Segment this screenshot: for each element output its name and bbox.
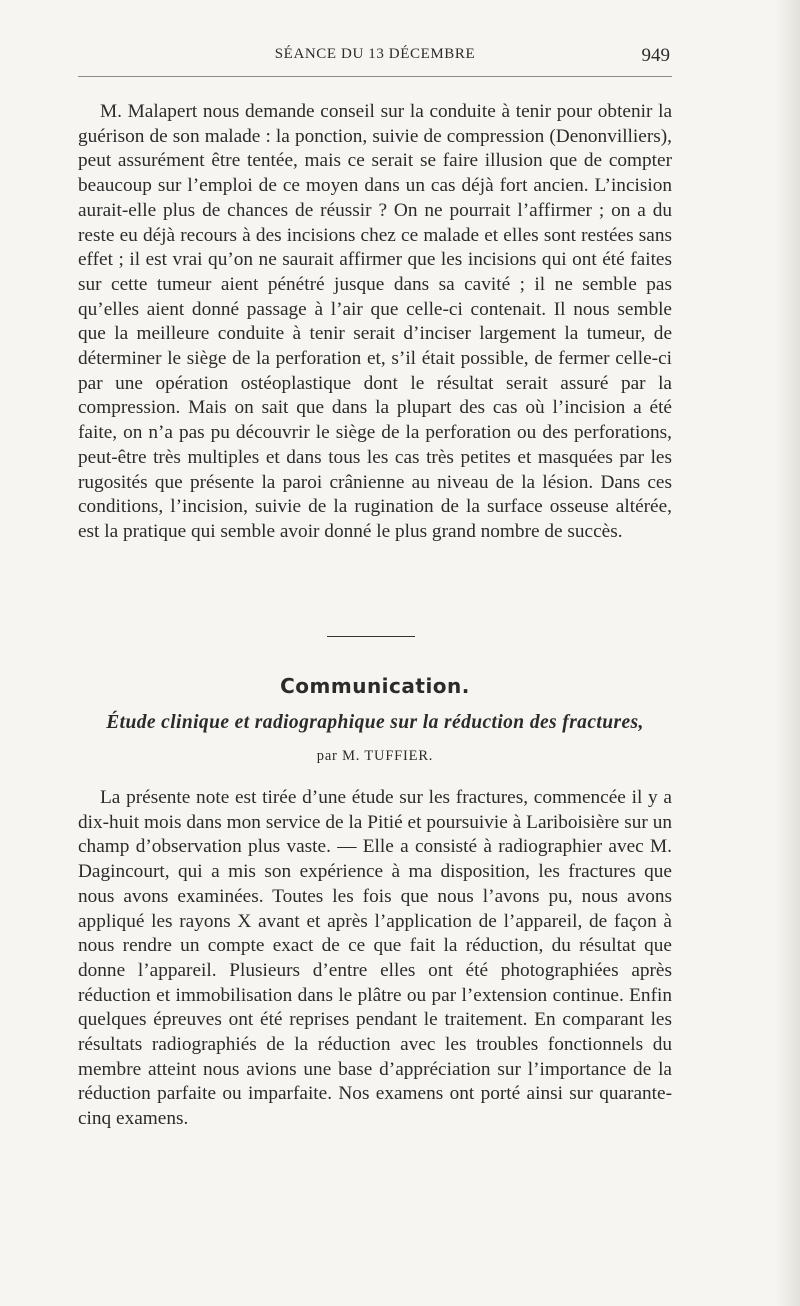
page-edge-shadow <box>776 0 800 1306</box>
section-divider <box>327 636 415 637</box>
running-head <box>78 46 672 70</box>
running-title: SÉANCE DU 13 DÉCEMBRE <box>274 46 476 62</box>
section-heading: Communication. <box>280 674 470 698</box>
book-page <box>78 0 672 1306</box>
body-paragraph: M. Malapert nous demande conseil sur la conduite à tenir pour obtenir la guérison de son malade : la ponction, suivie de compression (Denonvilliers), peut assurément être tentée, mais ce serait se faire illusion que de compter beaucoup sur l’emploi de ce moyen dans un cas déjà fort ancien. L’incision aurait-elle plus de chances de réussir ? On ne pourrait l’affirmer ; on a du reste eu déjà recours à des incisions chez ce malade et elles sont restées sans effet ; il est vrai qu’on ne saurait affirmer que les incisions qui ont été faites sur cette tumeur aient pénétré jusque dans sa cavité ; il ne semble pas qu’elles aient donné passage à l’air que celle-ci contenait. Il nous semble que la meilleure conduite à tenir serait d’inciser largement la tumeur, de déterminer le siège de la perforation et, s’il était possible, de fermer celle-ci par une opération ostéoplastique dont le résultat serait assuré par la compression. Mais on sait que dans la plupart des cas où l’incision a été faite, on n’a pas pu découvrir le siège de la perforation ou des perforations, peut-être très multiples et dans tous les cas très petites et masquées par les rugosités que présente la paroi crânienne au niveau de la lésion. Dans ces conditions, l’incision, suivie de la rugination de la surface osseuse altérée, est la pratique qui semble avoir donné le plus grand nombre de succès. <box>78 101 672 542</box>
article-title: Étude clinique et radiographique sur la réduction des fractures, <box>106 712 644 733</box>
page-number: 949 <box>641 45 670 66</box>
section-paragraph: La présente note est tirée d’une étude sur les fractures, commencée il y a dix-huit mois dans mon service de la Pitié et poursuivie à Lariboisière sur un champ d’observation plus vaste. — Elle a consisté à radiographier avec M. Dagincourt, qui a mis son expérience à ma disposition, les fractures que nous avons examinées. Toutes les fois que nous l’avons pu, nous avons appliqué les rayons X avant et après l’application de l’appareil, de façon à nous rendre un compte exact de ce que fait la réduction, du résultat que donne l’appareil. Plusieurs d’entre elles ont été photographiées après réduction et immobilisation dans le plâtre ou par l’extension continue. Enfin quelques épreuves ont été reprises pendant le traitement. En comparant les résultats radiographiés de la réduction avec les troubles fonctionnels du membre atteint nous avions une base d’appréciation sur l’importance de la réduction parfaite ou imparfaite. Nos examens ont porté ainsi sur quarante-cinq examens. <box>78 787 672 1130</box>
author-byline: par M. TUFFIER. <box>316 748 434 764</box>
header-rule <box>78 76 672 77</box>
